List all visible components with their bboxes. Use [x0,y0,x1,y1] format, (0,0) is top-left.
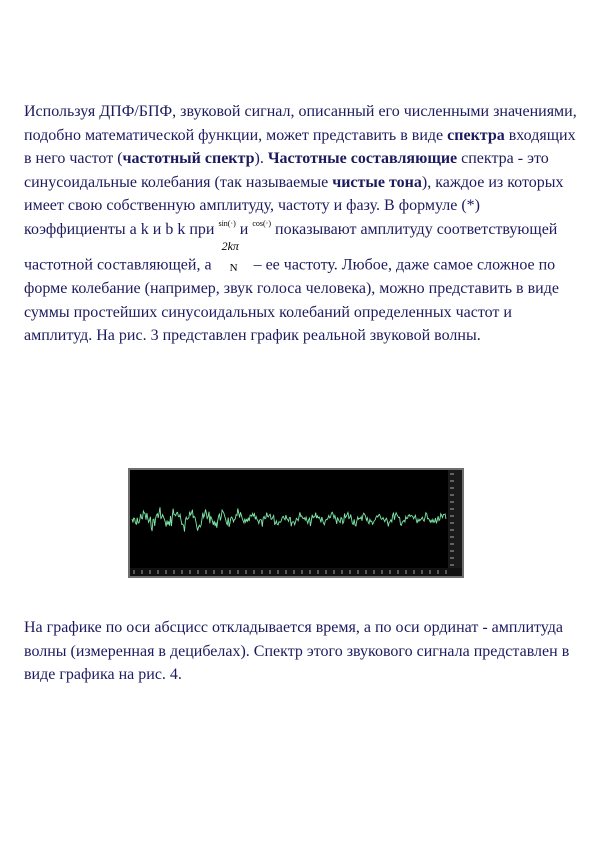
intro-paragraph [24,100,579,348]
bold-frequency-components: Частотные составляющие [267,150,458,167]
text-7: показывают амплитуду соответствующей частотной составляющей, а [24,220,558,274]
text-2: входящих в него частот ( [24,126,576,167]
sound-wave-figure [128,468,464,578]
text-3: ). [254,150,268,167]
bottom-scale [130,568,462,576]
right-scale [448,470,462,568]
text-1: Используя ДПФ/БПФ, звуковой сигнал, описанный его численными значениями, подобно математической функции, может представить в виде [24,103,577,144]
text-5: ), каждое из которых имеет свою собственную амплитуду, частоту и фазу. В формуле (*) коэффициенты a k и b k при [24,173,564,238]
frequency-fraction [216,241,250,277]
sin-formula: sin(·) [218,218,236,228]
text-4: спектра - это синусоидальные колебания (так называемые [24,150,549,191]
bold-pure-tones: чистые тона [332,173,422,191]
bold-spectrum: спектра [447,126,505,144]
text-6: и [235,220,253,238]
text-8: – ее частоту. Любое, даже самое сложное по форме колебание (например, звук голоса человека), можно представить в виде суммы простейших синусоидальных колебаний определенных частот и амплитуд. На рис. 3 представлен график реальной звуковой волны. [24,256,559,344]
bold-frequency-spectrum: частотный спектр [122,150,255,167]
conclusion-paragraph: На графике по оси абсцисс откладывается время, а по оси ординат - амплитуда волны (измеренная в децибелах). Спектр этого звукового сигнала представлен в виде графика на рис. 4. [24,619,570,683]
cos-formula: cos(·) [252,218,271,228]
fraction-numerator: 2kπ [221,239,239,253]
fraction-denominator: N [229,262,238,274]
